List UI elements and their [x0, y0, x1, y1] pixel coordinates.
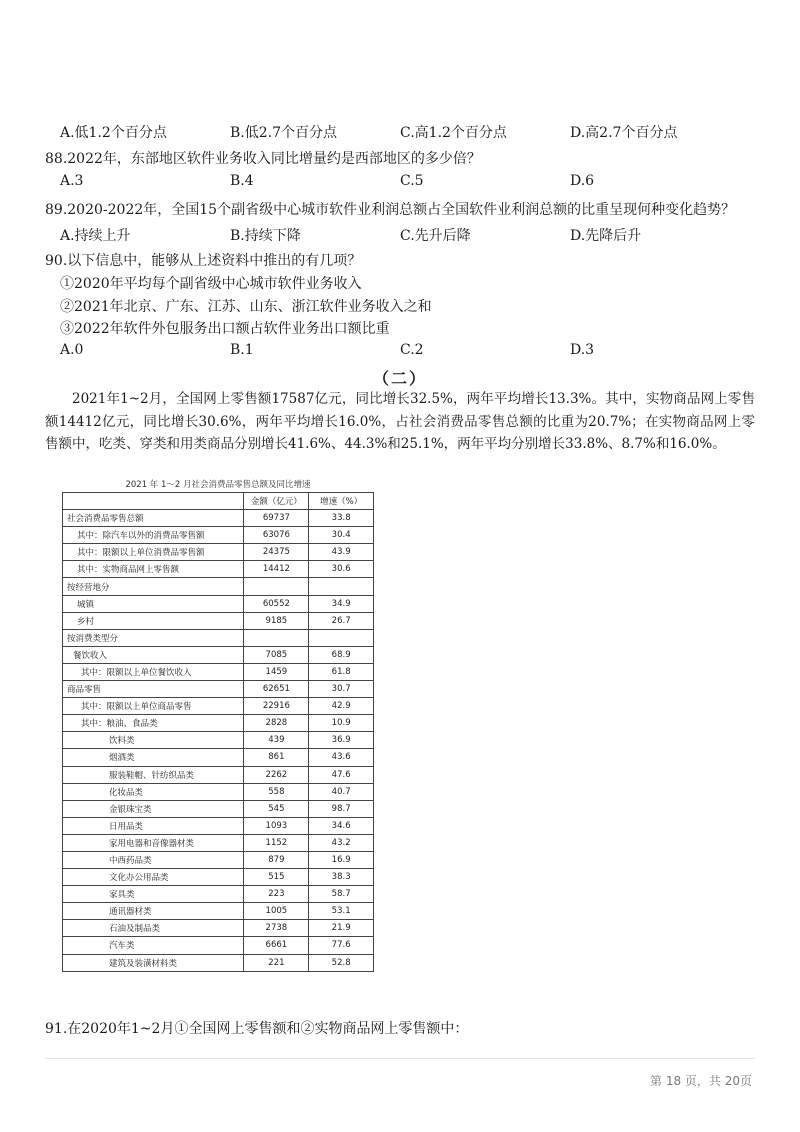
- amount-cell: 14412: [244, 561, 309, 578]
- row-label: 服装鞋帽、针纺织品类: [63, 766, 244, 783]
- growth-cell: [309, 629, 374, 646]
- row-label: 汽车类: [63, 937, 244, 954]
- material-paragraph: 2021年1~2月，全国网上零售额17587亿元，同比增长32.5%，两年平均增长13.3%。其中，实物商品网上零售额14412亿元，同比增长30.6%，两年平均增长16.0%，占社会消费品零售总额的比重为20.7%；在实物商品网上零售额中，吃类、穿类和用类商品分别增长41.6%、44.3%和25.1%，两年平均分别增长33.8%、8.7%和16.0%。: [45, 391, 755, 452]
- row-label: 其中：粮油、食品类: [63, 715, 244, 732]
- q91-question: 91.在2020年1~2月①全国网上零售额和②实物商品网上零售额中：: [45, 1021, 469, 1037]
- q90-question: 90.以下信息中，能够从上述资料中推出的有几项？: [45, 253, 362, 269]
- amount-cell: 439: [244, 732, 309, 749]
- q90-item-3: ③2022年软件外包服务出口额占软件业务出口额比重: [60, 321, 390, 337]
- growth-cell: 40.7: [309, 783, 374, 800]
- q89-question: 89.2020-2022年，全国15个副省级中心城市软件业利润总额占全国软件业利润总额的比重呈现何种变化趋势？: [45, 202, 736, 218]
- table-row: [63, 681, 374, 698]
- option-b[interactable]: B.1: [230, 342, 254, 358]
- table-row: [63, 834, 374, 851]
- option-a[interactable]: A.持续上升: [60, 228, 131, 244]
- growth-cell: 43.9: [309, 544, 374, 561]
- row-label: 饮料类: [63, 732, 244, 749]
- amount-cell: [244, 578, 309, 595]
- growth-cell: 58.7: [309, 886, 374, 903]
- row-label: 其中：除汽车以外的消费品零售额: [63, 527, 244, 544]
- table-row: [63, 629, 374, 646]
- growth-cell: 34.6: [309, 817, 374, 834]
- q87-options: [60, 122, 760, 144]
- table-row: [63, 903, 374, 920]
- table-header-cell: 增速（%）: [309, 493, 374, 510]
- amount-cell: 545: [244, 800, 309, 817]
- table-row: [63, 800, 374, 817]
- option-b[interactable]: B.4: [230, 173, 254, 189]
- table-row: [63, 851, 374, 868]
- row-label: 日用品类: [63, 817, 244, 834]
- table-row: [63, 869, 374, 886]
- row-label: 其中：限额以上单位消费品零售额: [63, 544, 244, 561]
- growth-cell: 61.8: [309, 663, 374, 680]
- amount-cell: 1152: [244, 834, 309, 851]
- row-label: 烟酒类: [63, 749, 244, 766]
- amount-cell: 1005: [244, 903, 309, 920]
- amount-cell: 6661: [244, 937, 309, 954]
- row-label: 社会消费品零售总额: [63, 510, 244, 527]
- row-label: 按消费类型分: [63, 629, 244, 646]
- option-a[interactable]: A.低1.2个百分点: [60, 125, 167, 141]
- amount-cell: 2262: [244, 766, 309, 783]
- row-label: 石油及制品类: [63, 920, 244, 937]
- row-label: 建筑及装潢材料类: [63, 954, 244, 971]
- table-caption: 2021 年 1～2 月社会消费品零售总额及同比增速: [125, 480, 311, 490]
- table-row: [63, 698, 374, 715]
- amount-cell: 2738: [244, 920, 309, 937]
- option-d[interactable]: D.3: [570, 342, 595, 358]
- growth-cell: 30.7: [309, 681, 374, 698]
- amount-cell: [244, 629, 309, 646]
- option-d[interactable]: D.先降后升: [570, 228, 642, 244]
- option-c[interactable]: C.先升后降: [400, 228, 471, 244]
- growth-cell: 38.3: [309, 869, 374, 886]
- growth-cell: [309, 578, 374, 595]
- growth-cell: 42.9: [309, 698, 374, 715]
- amount-cell: 515: [244, 869, 309, 886]
- growth-cell: 43.6: [309, 749, 374, 766]
- growth-cell: 68.9: [309, 646, 374, 663]
- row-label: 其中：实物商品网上零售额: [63, 561, 244, 578]
- option-d[interactable]: D.高2.7个百分点: [570, 125, 678, 141]
- table-row: [63, 817, 374, 834]
- growth-cell: 52.8: [309, 954, 374, 971]
- option-b[interactable]: B.持续下降: [230, 228, 301, 244]
- amount-cell: 9185: [244, 612, 309, 629]
- table-row: [63, 544, 374, 561]
- amount-cell: 62651: [244, 681, 309, 698]
- amount-cell: 221: [244, 954, 309, 971]
- amount-cell: 861: [244, 749, 309, 766]
- growth-cell: 77.6: [309, 937, 374, 954]
- amount-cell: 63076: [244, 527, 309, 544]
- table-row: [63, 646, 374, 663]
- section-title: （二）: [372, 369, 427, 388]
- page-number: 第 18 页，共 20页: [650, 1074, 752, 1088]
- table-row: [63, 749, 374, 766]
- option-b[interactable]: B.低2.7个百分点: [230, 125, 338, 141]
- growth-cell: 30.4: [309, 527, 374, 544]
- growth-cell: 34.9: [309, 595, 374, 612]
- growth-cell: 36.9: [309, 732, 374, 749]
- row-label: 家用电器和音像器材类: [63, 834, 244, 851]
- table-header-cell: [63, 493, 244, 510]
- table-header-row: [63, 493, 374, 510]
- table-header-cell: 金额（亿元）: [244, 493, 309, 510]
- table-row: [63, 595, 374, 612]
- option-a[interactable]: A.0: [60, 342, 84, 358]
- amount-cell: 24375: [244, 544, 309, 561]
- option-c[interactable]: C.5: [400, 173, 424, 189]
- option-c[interactable]: C.2: [400, 342, 424, 358]
- table-row: [63, 527, 374, 544]
- q90-item-1: ①2020年平均每个副省级中心城市软件业务收入: [60, 276, 362, 292]
- table-row: [63, 510, 374, 527]
- option-d[interactable]: D.6: [570, 173, 595, 189]
- q89-options: [60, 225, 760, 247]
- amount-cell: 7085: [244, 646, 309, 663]
- growth-cell: 16.9: [309, 851, 374, 868]
- amount-cell: 22916: [244, 698, 309, 715]
- growth-cell: 47.6: [309, 766, 374, 783]
- table-row: [63, 920, 374, 937]
- table-row: [63, 715, 374, 732]
- row-label: 乡村: [63, 612, 244, 629]
- row-label: 其中：限额以上单位商品零售: [63, 698, 244, 715]
- retail-sales-table: [62, 492, 374, 972]
- table-row: [63, 561, 374, 578]
- amount-cell: 558: [244, 783, 309, 800]
- row-label: 商品零售: [63, 681, 244, 698]
- growth-cell: 30.6: [309, 561, 374, 578]
- row-label: 中西药品类: [63, 851, 244, 868]
- table-row: [63, 578, 374, 595]
- amount-cell: 2828: [244, 715, 309, 732]
- growth-cell: 10.9: [309, 715, 374, 732]
- table-row: [63, 886, 374, 903]
- row-label: 通讯器材类: [63, 903, 244, 920]
- amount-cell: 1459: [244, 663, 309, 680]
- amount-cell: 1093: [244, 817, 309, 834]
- amount-cell: 223: [244, 886, 309, 903]
- footer-divider: [45, 1058, 755, 1059]
- row-label: 按经营地分: [63, 578, 244, 595]
- table-row: [63, 954, 374, 971]
- q88-question: 88.2022年，东部地区软件业务收入同比增量约是西部地区的多少倍？: [45, 151, 481, 167]
- row-label: 文化办公用品类: [63, 869, 244, 886]
- table-row: [63, 612, 374, 629]
- growth-cell: 33.8: [309, 510, 374, 527]
- amount-cell: 60552: [244, 595, 309, 612]
- growth-cell: 26.7: [309, 612, 374, 629]
- q90-item-2: ②2021年北京、广东、江苏、山东、浙江软件业务收入之和: [60, 299, 432, 315]
- table-row: [63, 766, 374, 783]
- table-row: [63, 783, 374, 800]
- row-label: 金银珠宝类: [63, 800, 244, 817]
- row-label: 城镇: [63, 595, 244, 612]
- row-label: 餐饮收入: [63, 646, 244, 663]
- table-row: [63, 732, 374, 749]
- row-label: 其中：限额以上单位餐饮收入: [63, 663, 244, 680]
- growth-cell: 98.7: [309, 800, 374, 817]
- option-a[interactable]: A.3: [60, 173, 84, 189]
- amount-cell: 69737: [244, 510, 309, 527]
- option-c[interactable]: C.高1.2个百分点: [400, 125, 507, 141]
- growth-cell: 53.1: [309, 903, 374, 920]
- table-row: [63, 937, 374, 954]
- q88-options: [60, 173, 760, 195]
- growth-cell: 21.9: [309, 920, 374, 937]
- row-label: 化妆品类: [63, 783, 244, 800]
- q90-options: [60, 342, 760, 364]
- table-row: [63, 663, 374, 680]
- row-label: 家具类: [63, 886, 244, 903]
- growth-cell: 43.2: [309, 834, 374, 851]
- amount-cell: 879: [244, 851, 309, 868]
